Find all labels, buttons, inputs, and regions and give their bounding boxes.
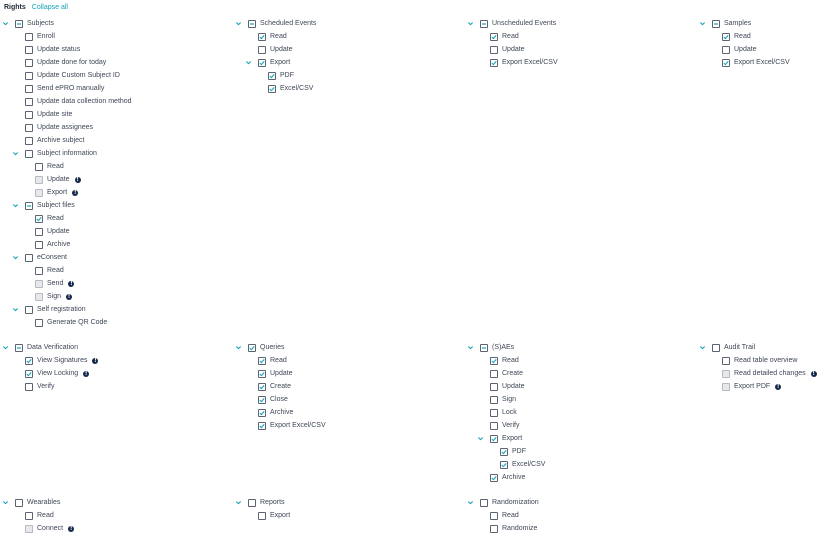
chevron-down-icon[interactable] (698, 18, 707, 29)
checkbox[interactable] (490, 474, 498, 482)
node-label: Samples (724, 20, 752, 27)
checkbox[interactable] (490, 383, 498, 391)
checkbox (35, 176, 43, 184)
tree-node-subject-information (16, 148, 97, 159)
node-label: Read detailed changes (734, 370, 806, 377)
checkbox[interactable] (258, 46, 266, 54)
node-label: Generate QR Code (47, 319, 108, 326)
tree-node-unscheduled-events (471, 18, 556, 29)
node-label: Lock (502, 409, 517, 416)
page-title: Rights (4, 3, 26, 11)
checkbox[interactable] (258, 33, 266, 41)
checkbox[interactable] (25, 512, 33, 520)
checkbox[interactable] (712, 20, 720, 28)
node-label: Read (734, 33, 751, 40)
node-label: PDF (280, 72, 294, 79)
checkbox (25, 525, 33, 533)
checkbox[interactable] (258, 370, 266, 378)
tree-node-generate-qr-code (26, 317, 107, 328)
tree-node-update (713, 44, 757, 55)
tree-node-randomization (471, 497, 539, 508)
node-label: Archive subject (37, 137, 85, 144)
node-label: Export PDF (734, 383, 771, 390)
node-label: Data Verification (27, 344, 78, 351)
tree-node-sign (481, 394, 516, 405)
checkbox[interactable] (480, 499, 488, 507)
checkbox[interactable] (25, 111, 33, 119)
tree-node-verify (481, 420, 520, 431)
tree-node-export (481, 433, 522, 444)
checkbox[interactable] (258, 383, 266, 391)
info-icon[interactable]: ! (67, 293, 71, 300)
tree-node-read (26, 213, 64, 224)
checkbox[interactable] (258, 357, 266, 365)
checkbox[interactable] (258, 422, 266, 430)
chevron-down-icon[interactable] (11, 304, 20, 315)
node-label: Subject information (37, 150, 97, 157)
tree-node-read (249, 355, 287, 366)
checkbox[interactable] (490, 435, 498, 443)
node-label: Read (37, 512, 54, 519)
node-label: Connect (37, 525, 64, 532)
chevron-down-icon[interactable] (476, 433, 485, 444)
chevron-down-icon[interactable] (466, 497, 475, 508)
checkbox[interactable] (722, 59, 730, 67)
tree-node-subject-files (16, 200, 75, 211)
node-label: Update (270, 46, 293, 53)
node-label: Export Excel/CSV (734, 59, 790, 66)
checkbox[interactable] (25, 306, 33, 314)
tree-node-read (26, 265, 64, 276)
node-label: Read (502, 33, 519, 40)
node-label: Update (47, 176, 70, 183)
checkbox[interactable] (490, 525, 498, 533)
node-label: Close (270, 396, 288, 403)
tree-node-update (481, 44, 525, 55)
node-label: Export (270, 59, 291, 66)
checkbox (722, 383, 730, 391)
node-label: Audit Trail (724, 344, 756, 351)
checkbox[interactable] (490, 422, 498, 430)
tree-node-reports (239, 497, 285, 508)
tree-node-update-assignees (16, 122, 93, 133)
checkbox[interactable] (25, 98, 33, 106)
info-icon[interactable]: ! (69, 525, 73, 532)
checkbox[interactable] (500, 461, 508, 469)
tree-node-update (249, 368, 293, 379)
checkbox[interactable] (25, 202, 33, 210)
checkbox[interactable] (35, 163, 43, 171)
tree-node-self-registration (16, 304, 86, 315)
node-label: Export (502, 435, 523, 442)
node-label: Subjects (27, 20, 54, 27)
tree-node-create (249, 381, 291, 392)
node-label: Queries (260, 344, 285, 351)
tree-node-send (26, 278, 74, 289)
info-icon[interactable]: ! (84, 370, 88, 377)
node-label: Update done for today (37, 59, 107, 66)
chevron-down-icon[interactable] (234, 18, 243, 29)
node-label: Read (270, 357, 287, 364)
tree-node-read (26, 161, 64, 172)
node-label: Update assignees (37, 124, 94, 131)
node-label: eConsent (37, 254, 67, 261)
chevron-down-icon[interactable] (11, 148, 20, 159)
checkbox[interactable] (722, 357, 730, 365)
chevron-down-icon[interactable] (1, 18, 10, 29)
node-label: Create (502, 370, 524, 377)
checkbox[interactable] (500, 448, 508, 456)
node-label: Randomization (492, 499, 539, 506)
checkbox[interactable] (15, 20, 23, 28)
checkbox[interactable] (25, 137, 33, 145)
checkbox[interactable] (25, 357, 33, 365)
node-label: Verify (502, 422, 520, 429)
checkbox[interactable] (25, 33, 33, 41)
checkbox[interactable] (490, 357, 498, 365)
node-label: Send (47, 280, 64, 287)
node-label: Read (270, 33, 287, 40)
node-label: Read (47, 163, 64, 170)
checkbox[interactable] (258, 59, 266, 67)
tree-node-export (26, 187, 78, 198)
tree-node-pdf (491, 446, 526, 457)
checkbox[interactable] (490, 46, 498, 54)
tree-node-view-locking (16, 368, 89, 379)
checkbox[interactable] (248, 499, 256, 507)
node-label: Update (47, 228, 70, 235)
tree-node-read (713, 31, 751, 42)
checkbox (35, 189, 43, 197)
node-label: Excel/CSV (512, 461, 546, 468)
checkbox[interactable] (35, 267, 43, 275)
tree-node-scheduled-events (239, 18, 316, 29)
tree-node-data-verification (6, 342, 78, 353)
checkbox[interactable] (490, 396, 498, 404)
checkbox[interactable] (35, 228, 43, 236)
node-label: View Locking (37, 370, 79, 377)
checkbox[interactable] (258, 396, 266, 404)
node-label: Read (47, 215, 64, 222)
tree-node-export-excel-csv (481, 57, 558, 68)
checkbox[interactable] (25, 124, 33, 132)
checkbox[interactable] (25, 150, 33, 158)
tree-node-update-data-collection-method (16, 96, 132, 107)
node-label: Reports (260, 499, 285, 506)
tree-node-view-signatures (16, 355, 98, 366)
tree-node-samples (703, 18, 751, 29)
tree-node-update (26, 174, 81, 185)
tree-node-queries (239, 342, 285, 353)
node-label: Read (502, 357, 519, 364)
node-label: PDF (512, 448, 526, 455)
info-icon[interactable]: ! (76, 176, 79, 183)
node-label: Excel/CSV (280, 85, 314, 92)
node-label: (S)AEs (492, 344, 515, 351)
checkbox[interactable] (722, 46, 730, 54)
chevron-down-icon[interactable] (234, 497, 243, 508)
checkbox[interactable] (35, 241, 43, 249)
tree-node-export-pdf (713, 381, 781, 392)
tree-node-update (249, 44, 293, 55)
info-icon[interactable]: ! (74, 189, 77, 196)
node-label: Update (502, 383, 525, 390)
tree-node-read (249, 31, 287, 42)
tree-node-create (481, 368, 523, 379)
checkbox[interactable] (490, 512, 498, 520)
checkbox[interactable] (722, 33, 730, 41)
tree-node-randomize (481, 523, 537, 534)
checkbox[interactable] (25, 59, 33, 67)
tree-node-enroll (16, 31, 55, 42)
checkbox[interactable] (258, 512, 266, 520)
node-label: Enroll (37, 33, 55, 40)
rights-header (4, 2, 68, 12)
node-label: Sign (502, 396, 517, 403)
tree-node-lock (481, 407, 517, 418)
checkbox[interactable] (248, 344, 256, 352)
node-label: Update site (37, 111, 73, 118)
checkbox[interactable] (15, 344, 23, 352)
node-label: Sign (47, 293, 62, 300)
tree-node-archive (481, 472, 525, 483)
node-label: Export (47, 189, 68, 196)
tree-node-update (481, 381, 525, 392)
chevron-down-icon[interactable] (1, 497, 10, 508)
tree-node-audit-trail (703, 342, 755, 353)
chevron-down-icon[interactable] (466, 342, 475, 353)
tree-node-read-table-overview (713, 355, 797, 366)
checkbox[interactable] (25, 370, 33, 378)
chevron-down-icon[interactable] (11, 200, 20, 211)
checkbox[interactable] (25, 85, 33, 93)
tree-node-subjects (6, 18, 54, 29)
checkbox[interactable] (35, 215, 43, 223)
checkbox[interactable] (25, 46, 33, 54)
node-label: Verify (37, 383, 55, 390)
checkbox[interactable] (480, 344, 488, 352)
checkbox (35, 293, 43, 301)
chevron-down-icon[interactable] (11, 252, 20, 263)
tree-node-excel-csv (259, 83, 313, 94)
chevron-down-icon[interactable] (698, 342, 707, 353)
tree-node-pdf (259, 70, 294, 81)
node-label: Update (502, 46, 525, 53)
checkbox[interactable] (490, 409, 498, 417)
checkbox[interactable] (25, 383, 33, 391)
tree-node-export-excel-csv (713, 57, 790, 68)
tree-node-verify (16, 381, 55, 392)
checkbox[interactable] (268, 85, 276, 93)
checkbox[interactable] (480, 20, 488, 28)
node-label: Export Excel/CSV (502, 59, 558, 66)
checkbox (35, 280, 43, 288)
tree-node-archive (249, 407, 293, 418)
tree-node-export (249, 510, 290, 521)
node-label: Read table overview (734, 357, 798, 364)
tree-node-read (481, 510, 519, 521)
node-label: Archive (502, 474, 526, 481)
tree-node-read (481, 31, 519, 42)
tree-node-s-aes (471, 342, 514, 353)
chevron-down-icon[interactable] (244, 57, 253, 68)
node-label: Create (270, 383, 292, 390)
tree-node-read (16, 510, 54, 521)
tree-node-export-excel-csv (249, 420, 326, 431)
tree-node-export (249, 57, 290, 68)
checkbox (722, 370, 730, 378)
info-icon[interactable]: ! (812, 370, 815, 377)
checkbox[interactable] (268, 72, 276, 80)
node-label: Read (47, 267, 64, 274)
node-label: Update Custom Subject ID (37, 72, 120, 79)
node-label: Update status (37, 46, 81, 53)
checkbox[interactable] (490, 33, 498, 41)
tree-node-close (249, 394, 288, 405)
tree-node-update-done-for-today (16, 57, 106, 68)
node-label: Self registration (37, 306, 86, 313)
node-label: Randomize (502, 525, 538, 532)
info-icon[interactable]: ! (94, 357, 97, 364)
tree-node-archive-subject (16, 135, 84, 146)
chevron-down-icon[interactable] (466, 18, 475, 29)
chevron-down-icon[interactable] (234, 342, 243, 353)
info-icon[interactable]: ! (777, 383, 780, 390)
tree-node-connect (16, 523, 74, 534)
tree-node-read (481, 355, 519, 366)
checkbox[interactable] (248, 20, 256, 28)
tree-node-read-detailed-changes (713, 368, 817, 379)
tree-node-update-custom-subject-id (16, 70, 120, 81)
tree-node-excel-csv (491, 459, 545, 470)
chevron-down-icon[interactable] (1, 342, 10, 353)
info-icon[interactable]: ! (70, 280, 73, 287)
checkbox[interactable] (712, 344, 720, 352)
node-label: Scheduled Events (260, 20, 317, 27)
tree-node-sign (26, 291, 72, 302)
tree-node-archive (26, 239, 70, 250)
checkbox[interactable] (258, 409, 266, 417)
checkbox[interactable] (25, 72, 33, 80)
collapse-all-link[interactable]: Collapse all (31, 3, 68, 11)
node-label: Export (270, 512, 291, 519)
checkbox[interactable] (490, 370, 498, 378)
node-label: Archive (47, 241, 71, 248)
tree-node-wearables (6, 497, 60, 508)
node-label: Send ePRO manually (37, 85, 105, 92)
checkbox[interactable] (35, 319, 43, 327)
node-label: Read (502, 512, 519, 519)
checkbox[interactable] (25, 254, 33, 262)
tree-node-update-status (16, 44, 80, 55)
node-label: Export Excel/CSV (270, 422, 326, 429)
tree-node-econsent (16, 252, 67, 263)
node-label: View Signatures (37, 357, 88, 364)
node-label: Update data collection method (37, 98, 132, 105)
node-label: Subject files (37, 202, 75, 209)
checkbox[interactable] (490, 59, 498, 67)
node-label: Update (270, 370, 293, 377)
node-label: Archive (270, 409, 294, 416)
tree-node-send-epro-manually (16, 83, 104, 94)
node-label: Wearables (27, 499, 61, 506)
checkbox[interactable] (15, 499, 23, 507)
tree-node-update (26, 226, 70, 237)
tree-node-update-site (16, 109, 72, 120)
node-label: Update (734, 46, 757, 53)
node-label: Unscheduled Events (492, 20, 557, 27)
